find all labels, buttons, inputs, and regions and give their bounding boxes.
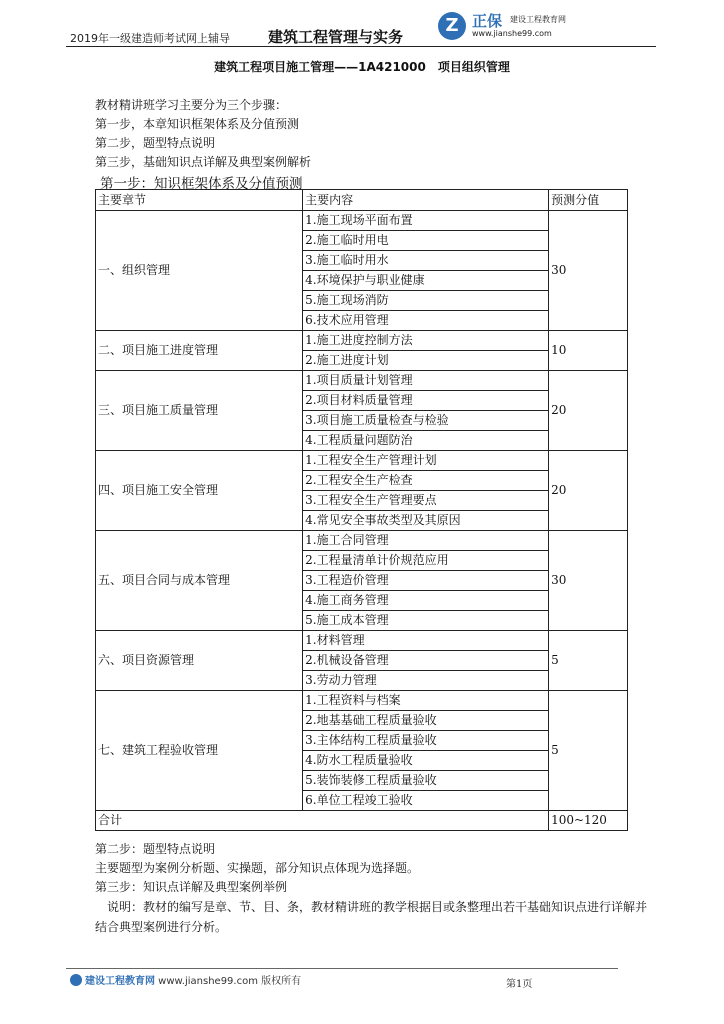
content-cell: 1.工程资料与档案 (303, 691, 549, 711)
content-cell: 5.装饰装修工程质量验收 (303, 771, 549, 791)
table-body (96, 211, 628, 831)
intro-line: 第三步，基础知识点详解及典型案例解析 (95, 155, 312, 169)
table-header-row (96, 190, 628, 211)
content-cell: 4.施工商务管理 (303, 591, 549, 611)
header-divider (66, 46, 656, 47)
header-subject-title: 建筑工程管理与实务 (268, 28, 404, 46)
page-number: 第1页 (506, 979, 533, 990)
content-cell: 1.工程安全生产管理计划 (303, 451, 549, 471)
content-cell: 1.材料管理 (303, 631, 549, 651)
table-row (96, 631, 628, 651)
table-row (96, 531, 628, 551)
section-3-heading: 第三步：知识点详解及典型案例举例 (95, 880, 288, 894)
score-cell: 30 (549, 211, 628, 331)
chapter-cell: 一、组织管理 (96, 211, 303, 331)
intro-line: 第二步，题型特点说明 (95, 136, 216, 150)
content-cell: 3.主体结构工程质量验收 (303, 731, 549, 751)
table-row (96, 371, 628, 391)
footer-copyright (70, 972, 301, 987)
table-row (96, 451, 628, 471)
footer-rights: www.jianshe99.com 版权所有 (155, 976, 302, 987)
content-cell: 1.项目质量计划管理 (303, 371, 549, 391)
content-cell: 3.项目施工质量检查与检验 (303, 411, 549, 431)
logo-subtitle: 建设工程教育网 (510, 15, 566, 24)
content-cell: 6.单位工程竣工验收 (303, 791, 549, 811)
knowledge-framework-table (95, 189, 628, 831)
content-cell: 2.地基基础工程质量验收 (303, 711, 549, 731)
content-cell: 2.机械设备管理 (303, 651, 549, 671)
content-cell: 5.施工现场消防 (303, 291, 549, 311)
logo-mark-icon: Z (438, 12, 466, 40)
content-cell: 3.施工临时用水 (303, 251, 549, 271)
explanation-line: 结合典型案例进行分析。 (95, 920, 228, 934)
explanation-line: 说明：教材的编写是章、节、目、条，教材精讲班的教学根据目或条整理出若干基础知识点进行详解并 (95, 900, 648, 914)
content-cell: 2.工程安全生产检查 (303, 471, 549, 491)
section-2-heading: 第二步：题型特点说明 (95, 842, 216, 856)
score-cell: 5 (549, 691, 628, 811)
footer-divider (66, 968, 618, 969)
logo-brand-name: 正保 (472, 12, 503, 30)
score-cell: 20 (549, 451, 628, 531)
score-cell: 10 (549, 331, 628, 371)
total-label-cell: 合计 (96, 811, 549, 831)
content-cell: 3.工程造价管理 (303, 571, 549, 591)
score-cell: 20 (549, 371, 628, 451)
logo-url: www.jianshe99.com (472, 29, 552, 38)
chapter-cell: 三、项目施工质量管理 (96, 371, 303, 451)
column-header-score: 预测分值 (549, 190, 628, 211)
score-cell: 5 (549, 631, 628, 691)
score-cell: 30 (549, 531, 628, 631)
content-cell: 3.劳动力管理 (303, 671, 549, 691)
chapter-cell: 六、项目资源管理 (96, 631, 303, 691)
header-exam-label: 2019年一级建造师考试网上辅导 (70, 32, 230, 45)
content-cell: 2.项目材料质量管理 (303, 391, 549, 411)
total-row (96, 811, 628, 831)
intro-line: 第一步，本章知识框架体系及分值预测 (95, 117, 300, 131)
content-cell: 2.施工进度计划 (303, 351, 549, 371)
content-cell: 6.技术应用管理 (303, 311, 549, 331)
footer-logo-icon (70, 974, 82, 986)
column-header-content: 主要内容 (303, 190, 549, 211)
total-score-cell: 100~120 (549, 811, 628, 831)
footer-brand: 建设工程教育网 (85, 976, 155, 987)
table-row (96, 691, 628, 711)
brand-logo[interactable] (438, 10, 588, 44)
chapter-cell: 五、项目合同与成本管理 (96, 531, 303, 631)
section-1-heading: 第一步：知识框架体系及分值预测 (100, 176, 303, 192)
content-cell: 1.施工进度控制方法 (303, 331, 549, 351)
section-2-text: 主要题型为案例分析题、实操题，部分知识点体现为选择题。 (95, 861, 420, 875)
table-row (96, 211, 628, 231)
content-cell: 1.施工合同管理 (303, 531, 549, 551)
content-cell: 5.施工成本管理 (303, 611, 549, 631)
content-cell: 4.常见安全事故类型及其原因 (303, 511, 549, 531)
document-title: 建筑工程项目施工管理——1A421000 项目组织管理 (214, 60, 510, 74)
content-cell: 4.工程质量问题防治 (303, 431, 549, 451)
content-cell: 1.施工现场平面布置 (303, 211, 549, 231)
content-cell: 4.环境保护与职业健康 (303, 271, 549, 291)
content-cell: 2.施工临时用电 (303, 231, 549, 251)
content-cell: 3.工程安全生产管理要点 (303, 491, 549, 511)
column-header-chapter: 主要章节 (96, 190, 303, 211)
table-row (96, 331, 628, 351)
chapter-cell: 七、建筑工程验收管理 (96, 691, 303, 811)
chapter-cell: 二、项目施工进度管理 (96, 331, 303, 371)
intro-line: 教材精讲班学习主要分为三个步骤： (95, 98, 288, 112)
content-cell: 4.防水工程质量验收 (303, 751, 549, 771)
content-cell: 2.工程量清单计价规范应用 (303, 551, 549, 571)
chapter-cell: 四、项目施工安全管理 (96, 451, 303, 531)
